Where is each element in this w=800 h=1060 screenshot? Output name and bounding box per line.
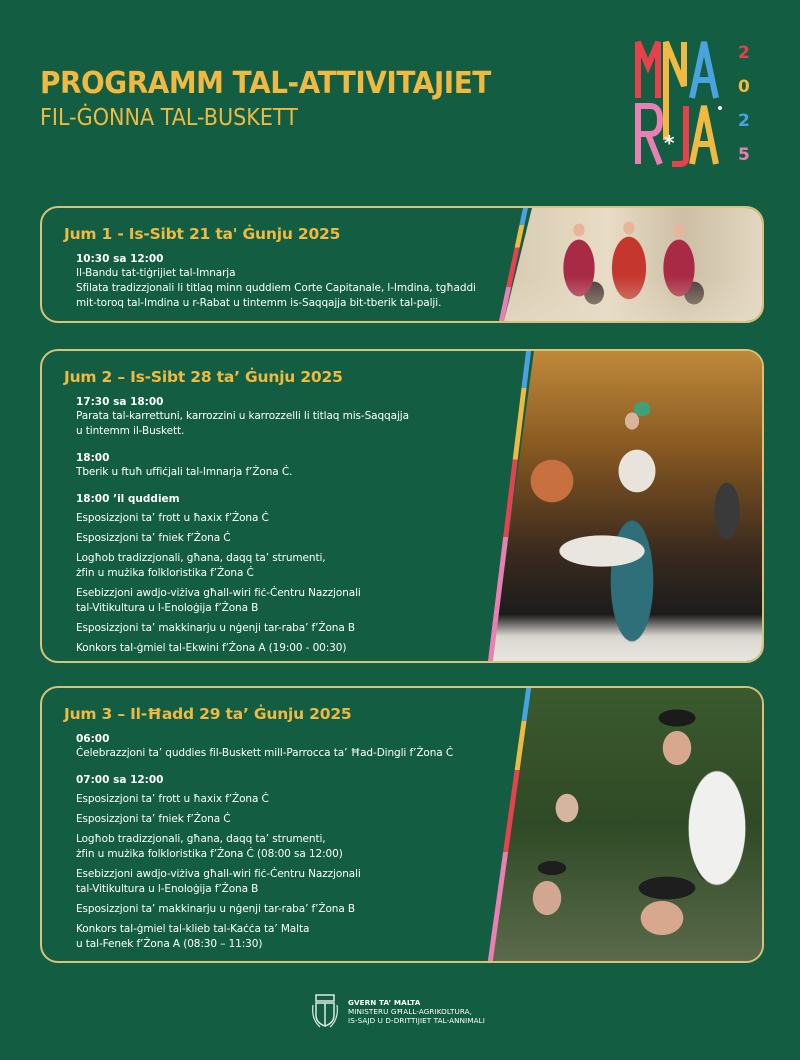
item-line: Esposizzjoni ta’ frott u ħaxix f’Żona Ċ [76,793,269,805]
day-3-title: Jum 3 – Il-Ħadd 29 ta’ Ġunju 2025 [64,705,352,723]
day-3-slot-2 [76,773,522,952]
day-1-slot-1 [76,252,522,311]
item-line: Esebizzjoni awdjo-viżiva għall-wiri fiċ-Ċentru Nazzjonali [76,868,361,880]
list-item [76,812,522,827]
slot-time: 07:00 sa 12:00 [76,774,164,786]
slot-line: Ċelebrazzjoni ta’ quddies fil-Buskett mill-Parrocca ta’ Ħad-Dingli f’Żona Ċ [76,747,454,759]
list-item [76,586,522,616]
slot-line: Tberik u ftuħ uffiċjali tal-Imnarja f’Żona Ċ. [76,466,293,478]
day-1-card [40,206,764,323]
list-item [76,832,522,862]
day-2-slot-3 [76,492,522,656]
header [40,66,525,132]
item-line: Logħob tradizzjonali, għana, daqq ta’ strumenti, [76,833,326,845]
list-item [76,531,522,546]
slot-time: 18:00 [76,452,110,464]
item-line: tal-Vitikultura u l-Enoloġija f’Żona B [76,883,259,895]
list-item [76,621,522,636]
slot-time: 06:00 [76,733,110,745]
drummers-parade-photo [504,208,762,321]
footer-government: GVERN TA’ MALTA [348,997,421,1007]
list-item [76,792,522,807]
footer [310,993,485,1029]
slot-time: 17:30 sa 18:00 [76,396,164,408]
footer-text [348,998,485,1025]
svg-text:2: 2 [738,43,750,63]
item-line: żfin u mużika folkloristika f’Żona Ċ (08:00 sa 12:00) [76,848,343,860]
item-line: Esposizzjoni ta’ frott u ħaxix f’Żona Ċ [76,512,269,524]
day-3-card [40,686,764,963]
item-line: u tal-Fenek f’Żona A (08:30 – 11:30) [76,938,263,950]
malta-coat-of-arms-icon [310,993,340,1029]
slot-line: Parata tal-karrettuni, karrozzini u karrozzelli li titlaq mis-Saqqajja [76,410,409,422]
svg-text:5: 5 [738,145,750,165]
slot-line: mit-toroq tal-Imdina u r-Rabat u tintemm is-Saqqajja bit-tberik tal-palji. [76,297,442,309]
item-line: Esposizzjoni ta’ fniek f’Żona Ċ [76,813,231,825]
item-line: Esposizzjoni ta’ fniek f’Żona Ċ [76,532,231,544]
list-item [76,641,522,656]
list-item [76,922,522,952]
imnarja-logo-icon [634,36,764,171]
slot-line: Sfilata tradizzjonali li titlaq minn quddiem Corte Capitanale, l-Imdina, tgħaddi [76,282,476,294]
item-line: Esposizzjoni ta’ makkinarju u nġenji tar-raba’ f’Żona B [76,903,356,915]
list-item [76,902,522,917]
slot-line: u tintemm il-Buskett. [76,425,185,437]
list-item [76,867,522,897]
folk-musicians-photo [492,688,762,961]
footer-ministry-2: IS-SAJD U D-DRITTIJIET TAL-ANNIMALI [348,1015,485,1025]
svg-text:*: * [664,131,675,155]
day-2-title: Jum 2 – Is-Sibt 28 ta’ Ġunju 2025 [64,368,343,386]
list-item [76,551,522,581]
day-2-slot-1 [76,395,522,439]
day-3-slot-1 [76,732,522,761]
item-line: Konkors tal-ġmiel tal-klieb tal-Kaċċa ta’ Malta [76,923,310,935]
footer-ministry: MINISTERU GĦALL-AGRIKOLTURA, [348,1006,473,1016]
item-line: żfin u mużika folkloristika f’Żona Ċ [76,567,254,579]
item-line: Konkors tal-ġmiel tal-Ekwini f’Żona A (19:00 - 00:30) [76,642,347,654]
page-subtitle: FIL-ĠONNA TAL-BUSKETT [40,105,298,131]
list-item [76,511,522,526]
page-title: PROGRAMM TAL-ATTIVITAJIET [40,66,491,101]
slot-line: Il-Bandu tat-tiġrijiet tal-Imnarja [76,267,236,279]
day-2-slot-2 [76,451,522,480]
imnarja-2025-logo [634,36,764,171]
svg-text:2: 2 [738,111,750,131]
day-1-title: Jum 1 - Is-Sibt 21 ta' Ġunju 2025 [64,225,341,243]
item-line: tal-Vitikultura u l-Enoloġija f’Żona B [76,602,259,614]
item-line: Logħob tradizzjonali, għana, daqq ta’ strumenti, [76,552,326,564]
folk-dancer-photo [492,351,762,661]
slot-time: 18:00 ’il quddiem [76,493,180,505]
day-2-card [40,349,764,663]
item-line: Esposizzjoni ta’ makkinarju u nġenji tar-raba’ f’Żona B [76,622,356,634]
slot-time: 10:30 sa 12:00 [76,253,164,265]
item-line: Esebizzjoni awdjo-viżiva għall-wiri fiċ-Ċentru Nazzjonali [76,587,361,599]
svg-text:0: 0 [738,77,750,97]
